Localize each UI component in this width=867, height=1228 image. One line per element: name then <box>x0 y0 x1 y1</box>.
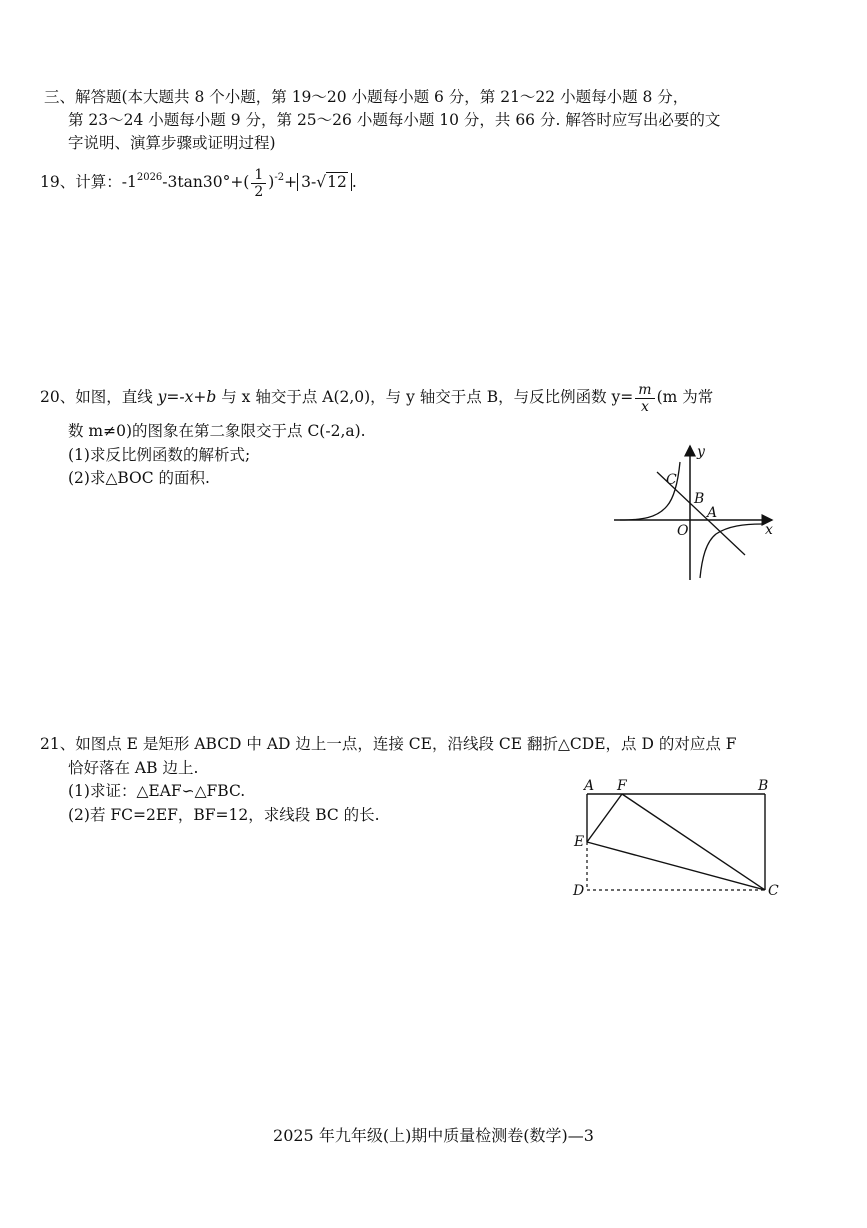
question-21-line2: 恰好落在 AB 边上. <box>68 759 199 777</box>
question-21-line1: 21、如图点 E 是矩形 ABCD 中 AD 边上一点，连接 CE，沿线段 CE 翻折△CDE，点 D 的对应点 F <box>40 735 737 753</box>
q19-fraction-numerator: 1 <box>251 167 266 184</box>
section-heading-line2: 第 23～24 小题每小题 9 分，第 25～26 小题每小题 10 分，共 66 分. 解答时应写出必要的文 <box>68 111 721 129</box>
q19-term3: ) <box>268 173 275 191</box>
q19-sqrt-sign: √ <box>316 173 327 191</box>
question-20-line1 <box>40 380 713 415</box>
q20-text-c: (m 为常 <box>656 388 714 406</box>
label-C: C <box>666 472 677 488</box>
label-y: y <box>697 444 705 460</box>
q19-exponent1: 2026 <box>136 172 163 183</box>
q20-equation: y=-x+b <box>157 388 217 406</box>
label-O: O <box>677 523 689 539</box>
q20-text-b: 与 x 轴交于点 A(2,0)，与 y 轴交于点 B，与反比例函数 y= <box>216 388 634 406</box>
segment-FC <box>622 794 765 890</box>
question-20-part1: (1)求反比例函数的解析式; <box>68 446 251 464</box>
q19-fraction-denominator: 2 <box>254 183 264 200</box>
page-footer: 2025 年九年级(上)期中质量检测卷(数学)—3 <box>273 1126 594 1145</box>
label-B: B <box>758 778 769 794</box>
label-F: F <box>617 778 627 794</box>
label-D: D <box>573 883 585 899</box>
q19-term2: -3tan30°+( <box>162 173 250 191</box>
label-x: x <box>765 522 773 538</box>
q19-absolute-value <box>297 173 352 191</box>
section-heading-line1: 三、解答题(本大题共 8 个小题，第 19～20 小题每小题 6 分，第 21～22 小题每小题 8 分， <box>44 88 689 106</box>
label-C: C <box>768 883 779 899</box>
q20-fraction-numerator: m <box>635 382 654 399</box>
q20-graph-figure <box>612 440 782 585</box>
question-20-part2: (2)求△BOC 的面积. <box>68 469 210 487</box>
label-A: A <box>584 778 595 794</box>
q19-label: 19、计算： <box>40 173 122 191</box>
label-E: E <box>574 834 585 850</box>
q19-sqrt-radicand: 12 <box>327 173 347 191</box>
segment-EF <box>587 794 622 842</box>
q19-abs-term: 3- <box>301 173 317 191</box>
label-B: B <box>694 491 705 507</box>
q20-fraction-denominator: x <box>640 398 649 415</box>
q19-fraction <box>251 167 266 200</box>
segment-EC <box>587 842 765 890</box>
q19-term1: -1 <box>121 173 137 191</box>
q19-end: . <box>351 173 357 191</box>
q19-term4: + <box>284 173 298 191</box>
question-21-part2: (2)若 FC=2EF，BF=12，求线段 BC 的长. <box>68 806 380 824</box>
label-A: A <box>707 505 718 521</box>
hyperbola-branch-quadrant-2 <box>620 462 680 520</box>
q20-fraction <box>635 382 654 415</box>
question-19 <box>40 166 357 201</box>
question-20-line2: 数 m≠0)的图象在第二象限交于点 C(-2,a). <box>68 422 366 440</box>
q19-exponent2: -2 <box>274 172 285 183</box>
question-21-part1: (1)求证：△EAF∽△FBC. <box>68 782 246 800</box>
section-heading-line3: 字说明、演算步骤或证明过程) <box>68 134 276 152</box>
hyperbola-branch-quadrant-4 <box>700 524 762 578</box>
q20-text-a: 20、如图，直线 <box>40 388 158 406</box>
q21-rectangle-figure <box>570 775 790 905</box>
